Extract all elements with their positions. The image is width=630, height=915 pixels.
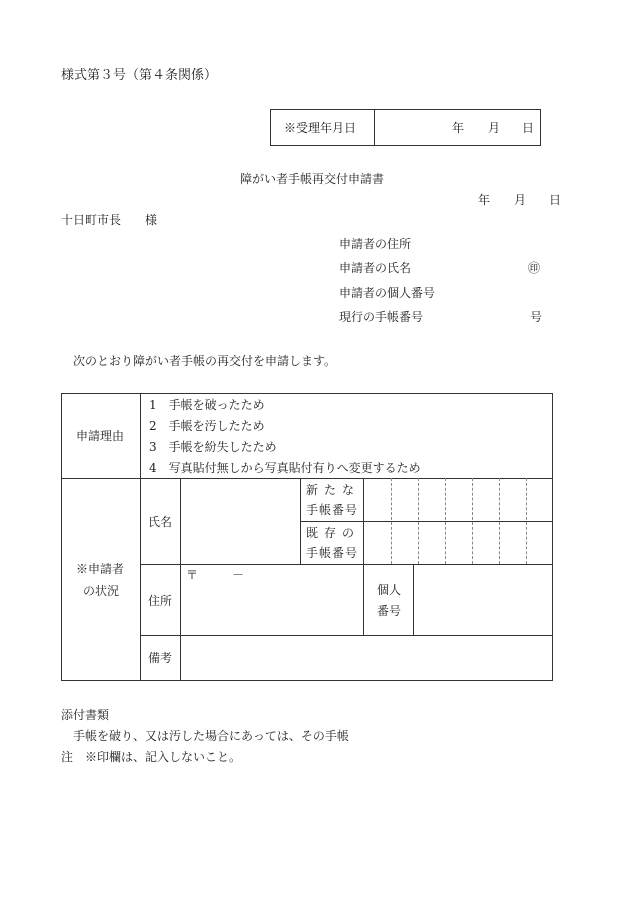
applicant-personal-number-label: 申請者の個人番号 <box>339 286 436 300</box>
date-year: 年 <box>478 193 491 207</box>
existing-number-label-line2: 手帳番号 <box>306 546 359 560</box>
postal-dash: － <box>232 568 245 582</box>
personal-number-divider <box>413 564 414 635</box>
date-day: 日 <box>549 193 562 207</box>
footer-note: 注 ※印欄は、記入しないこと。 <box>61 750 242 764</box>
receipt-month: 月 <box>488 121 501 135</box>
reason-item: 3 手帳を紛失したため <box>149 440 277 454</box>
status-header-line1: ※申請者 <box>76 562 125 576</box>
attachments-heading: 添付書類 <box>61 708 110 722</box>
reason-item: 2 手帳を汚したため <box>149 419 265 433</box>
address-label: 住所 <box>148 594 173 608</box>
reason-item: 1 手帳を破ったため <box>149 398 265 412</box>
remarks-label: 備考 <box>148 651 173 665</box>
digit-divider <box>526 478 527 564</box>
date-month: 月 <box>514 193 527 207</box>
new-number-label-line1: 新たな <box>306 483 361 497</box>
existing-number-label-line1: 既存の <box>306 526 361 540</box>
digit-divider <box>472 478 473 564</box>
applicant-name-label: 申請者の氏名 <box>339 261 412 275</box>
personal-number-label-line1: 個人 <box>377 583 402 597</box>
application-statement: 次のとおり障がい者手帳の再交付を申請します。 <box>73 354 337 368</box>
receipt-divider <box>374 109 375 146</box>
name-label: 氏名 <box>148 515 173 529</box>
current-handbook-number-label: 現行の手帳番号 <box>339 310 424 324</box>
name-row-bottom <box>140 564 553 565</box>
receipt-day: 日 <box>522 121 535 135</box>
reason-item: 4 写真貼付無しから写真貼付有りへ変更するため <box>149 461 421 475</box>
table-left-column-divider <box>140 393 141 681</box>
status-header-line2: の状況 <box>83 584 120 598</box>
applicant-address-label: 申請者の住所 <box>339 237 412 251</box>
digit-divider <box>445 478 446 564</box>
reason-section-bottom <box>61 478 553 479</box>
address-row-bottom <box>140 635 553 636</box>
seal-mark: ㊞ <box>528 261 541 275</box>
digit-divider <box>499 478 500 564</box>
attachments-item: 手帳を破り、又は汚した場合にあっては、その手帳 <box>73 729 349 743</box>
reason-header: 申請理由 <box>76 429 125 443</box>
receipt-year: 年 <box>452 121 465 135</box>
new-number-label-line2: 手帳番号 <box>306 503 359 517</box>
label-column-divider <box>180 478 181 681</box>
digit-divider <box>391 478 392 564</box>
postal-mark: 〒 <box>186 568 199 582</box>
document-title: 障がい者手帳再交付申請書 <box>240 172 385 186</box>
number-suffix: 号 <box>530 310 543 324</box>
receipt-label: ※受理年月日 <box>284 121 357 135</box>
number-rows-divider <box>300 521 553 522</box>
personal-number-label-line2: 番号 <box>377 604 402 618</box>
digit-divider <box>418 478 419 564</box>
form-number: 様式第３号（第４条関係） <box>61 68 218 83</box>
addressee: 十日町市長 様 <box>61 213 158 227</box>
number-label-divider <box>363 478 364 635</box>
